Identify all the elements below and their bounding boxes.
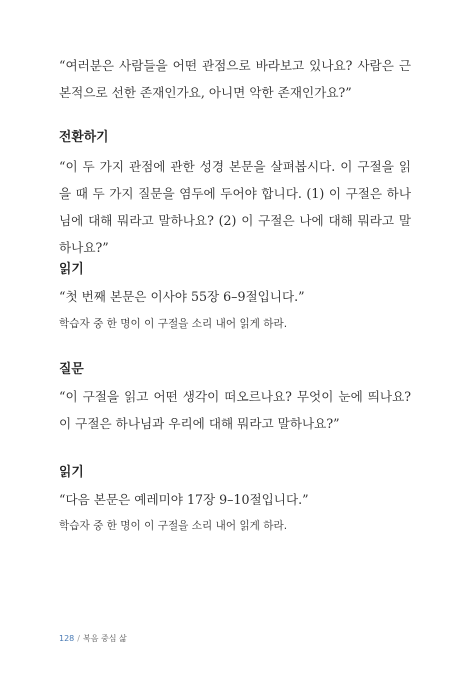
reading-1-instruction: 학습자 중 한 명이 이 구절을 소리 내어 읽게 하라. — [59, 318, 288, 330]
intro-quote: “여러분은 사람들을 어떤 관점으로 바라보고 있나요? 사람은 근본적으로 선한 존재인가요, 아니면 악한 존재인가요?” — [59, 58, 411, 100]
page-footer — [59, 633, 127, 644]
heading-question: 질문 — [59, 362, 84, 377]
page-number: 128 — [59, 634, 75, 643]
footer-separator: / — [77, 634, 80, 643]
book-title: 복음 중심 삶 — [82, 634, 127, 643]
question-quote: “이 구절을 읽고 어떤 생각이 떠오르나요? 무엇이 눈에 띄나요? 이 구절은 하나님과 우리에 대해 뭐라고 말하나요?” — [59, 389, 411, 431]
heading-reading-1: 읽기 — [59, 262, 84, 277]
reading-1-quote: “첫 번째 본문은 이사야 55장 6–9절입니다.” — [59, 289, 305, 304]
reading-2-instruction: 학습자 중 한 명이 이 구절을 소리 내어 읽게 하라. — [59, 520, 288, 532]
heading-reading-2: 읽기 — [59, 465, 84, 480]
heading-transition: 전환하기 — [59, 130, 109, 145]
reading-2-quote: “다음 본문은 예레미야 17장 9–10절입니다.” — [59, 492, 309, 507]
transition-quote: “이 두 가지 관점에 관한 성경 본문을 살펴봅시다. 이 구절을 읽을 때 두 가지 질문을 염두에 두어야 합니다. (1) 이 구절은 하나님에 대해 뭐라고 말하나요? (2) 이 구절은 나에 대해 뭐라고 말하나요?” — [59, 159, 411, 255]
